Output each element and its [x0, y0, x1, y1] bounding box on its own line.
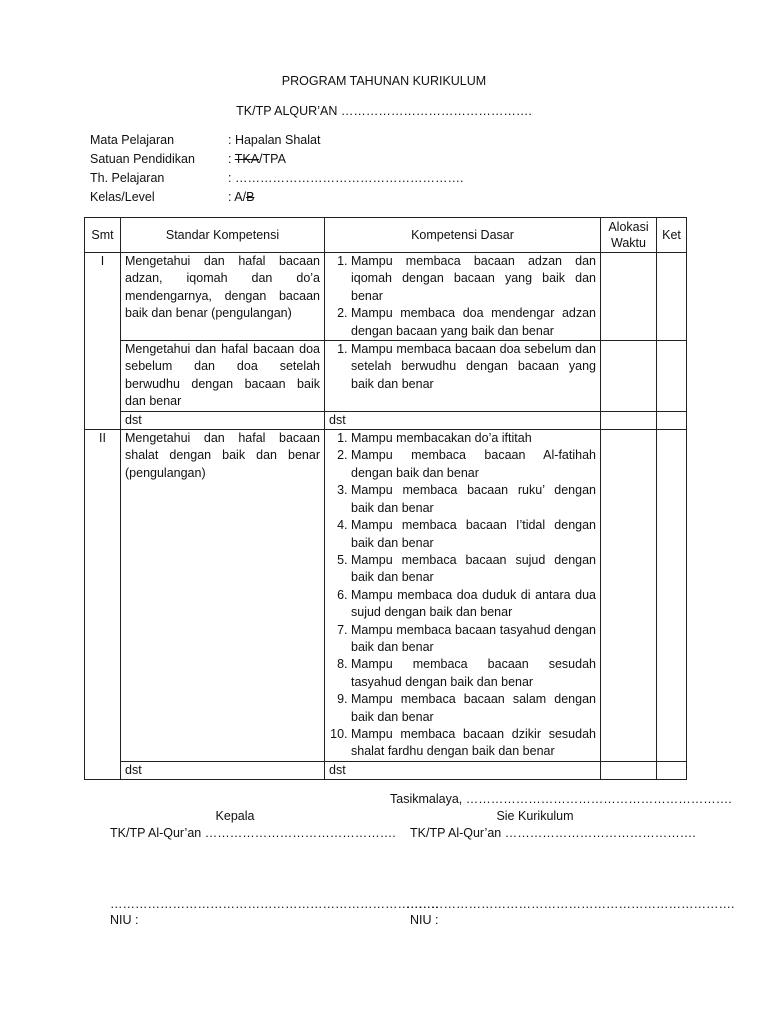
kompetensi-list: [329, 253, 596, 340]
info-value: [228, 150, 286, 169]
standar-kompetensi-cell: Mengetahui dan hafal bacaan shalat dengan baik dan benar (pengulangan): [121, 430, 325, 762]
list-item: 9. Mampu membaca bacaan salam dengan baik dan benar: [351, 691, 596, 726]
dst-cell: dst: [325, 411, 601, 429]
value-rest: /TPA: [259, 152, 286, 166]
list-item: 5. Mampu membaca bacaan sujud dengan baik dan benar: [351, 552, 596, 587]
list-item: 6. Mampu membaca doa duduk di antara dua sujud dengan baik dan benar: [351, 587, 596, 622]
alokasi-cell: [601, 761, 657, 779]
header-smt: Smt: [85, 218, 121, 253]
right-signature-line: …………………………………………………………………….: [406, 897, 735, 911]
list-item: 8. Mampu membaca bacaan sesudah tasyahud dengan baik dan benar: [351, 656, 596, 691]
info-block: [90, 131, 463, 207]
list-item: 1. Mampu membaca bacaan doa sebelum dan setelah berwudhu dengan bacaan yang baik dan benar: [351, 341, 596, 393]
left-org: TK/TP Al-Qur’an ……………………………………….: [110, 826, 396, 840]
value-prefix: :: [228, 152, 235, 166]
header-kompetensi-dasar: Kompetensi Dasar: [325, 218, 601, 253]
table-row: [85, 430, 687, 762]
info-label: Th. Pelajaran: [90, 171, 165, 185]
alokasi-cell: [601, 253, 657, 341]
right-org: TK/TP Al-Qur’an ……………………………………….: [410, 826, 696, 840]
left-signature-line: …………………………………………………………………….: [110, 897, 439, 911]
kompetensi-list: [329, 430, 596, 761]
list-item: 1. Mampu membaca bacaan adzan dan iqomah dengan bacaan yang baik dan benar: [351, 253, 596, 305]
header-standar-kompetensi: Standar Kompetensi: [121, 218, 325, 253]
kompetensi-dasar-cell: [325, 253, 601, 341]
info-value: [228, 188, 254, 207]
table-row: [85, 411, 687, 429]
info-value: : ……………………………………………….: [228, 171, 464, 185]
dst-cell: dst: [325, 761, 601, 779]
standar-kompetensi-cell: Mengetahui dan hafal bacaan doa sebelum dan doa setelah berwudhu dengan bacaan baik dan benar: [121, 341, 325, 412]
header-alokasi-waktu: [601, 218, 657, 253]
value-prefix: : A/: [228, 190, 247, 204]
info-row-satuan: [90, 150, 463, 169]
right-role: Sie Kurikulum: [496, 809, 574, 823]
left-niu: NIU :: [110, 913, 139, 927]
kompetensi-list: [329, 341, 596, 393]
info-value: : Hapalan Shalat: [228, 133, 321, 147]
list-item: 2. Mampu membaca doa mendengar adzan dengan bacaan yang baik dan benar: [351, 305, 596, 340]
ket-cell: [657, 253, 687, 341]
left-role: Kepala: [215, 809, 255, 823]
list-item: 1. Mampu membacakan do’a iftitah: [351, 430, 596, 447]
info-row-mapel: [90, 131, 463, 150]
info-label: Mata Pelajaran: [90, 133, 175, 147]
right-niu: NIU :: [410, 913, 439, 927]
list-item: 2. Mampu membaca bacaan Al-fatihah dengan baik dan benar: [351, 447, 596, 482]
struck-text: TKA: [234, 152, 260, 166]
header-alokasi-line2: Waktu: [611, 236, 646, 250]
struck-text: B: [246, 190, 255, 204]
document-title: PROGRAM TAHUNAN KURIKULUM: [281, 74, 487, 88]
ket-cell: [657, 411, 687, 429]
table-row: [85, 341, 687, 412]
kompetensi-dasar-cell: [325, 341, 601, 412]
info-row-tahun: [90, 169, 463, 188]
standar-kompetensi-cell: Mengetahui dan hafal bacaan adzan, iqomah dan do’a mendengarnya, dengan bacaan baik dan benar (pengulangan): [121, 253, 325, 341]
dst-cell: dst: [121, 411, 325, 429]
info-row-kelas: [90, 188, 463, 207]
ket-cell: [657, 761, 687, 779]
list-item: 10. Mampu membaca bacaan dzikir sesudah shalat fardhu dengan baik dan benar: [351, 726, 596, 761]
table-row: [85, 253, 687, 341]
header-alokasi-line1: Alokasi: [608, 220, 649, 234]
document-subtitle: TK/TP ALQUR’AN ……………………………………….: [236, 104, 532, 118]
place-date: Tasikmalaya, ……………………………………………………….: [390, 792, 732, 806]
list-item: 7. Mampu membaca bacaan tasyahud dengan baik dan benar: [351, 622, 596, 657]
header-ket: Ket: [657, 218, 687, 253]
kompetensi-dasar-cell: [325, 430, 601, 762]
dst-cell: dst: [121, 761, 325, 779]
list-item: 4. Mampu membaca bacaan I’tidal dengan baik dan benar: [351, 517, 596, 552]
info-label: Satuan Pendidikan: [90, 152, 195, 166]
ket-cell: [657, 430, 687, 762]
table-header-row: [85, 218, 687, 253]
list-item: 3. Mampu membaca bacaan ruku’ dengan baik dan benar: [351, 482, 596, 517]
table-row: [85, 761, 687, 779]
program-table: [84, 217, 687, 780]
semester-cell: II: [85, 430, 121, 780]
alokasi-cell: [601, 411, 657, 429]
alokasi-cell: [601, 341, 657, 412]
info-label: Kelas/Level: [90, 190, 155, 204]
ket-cell: [657, 341, 687, 412]
alokasi-cell: [601, 430, 657, 762]
semester-cell: I: [85, 253, 121, 430]
